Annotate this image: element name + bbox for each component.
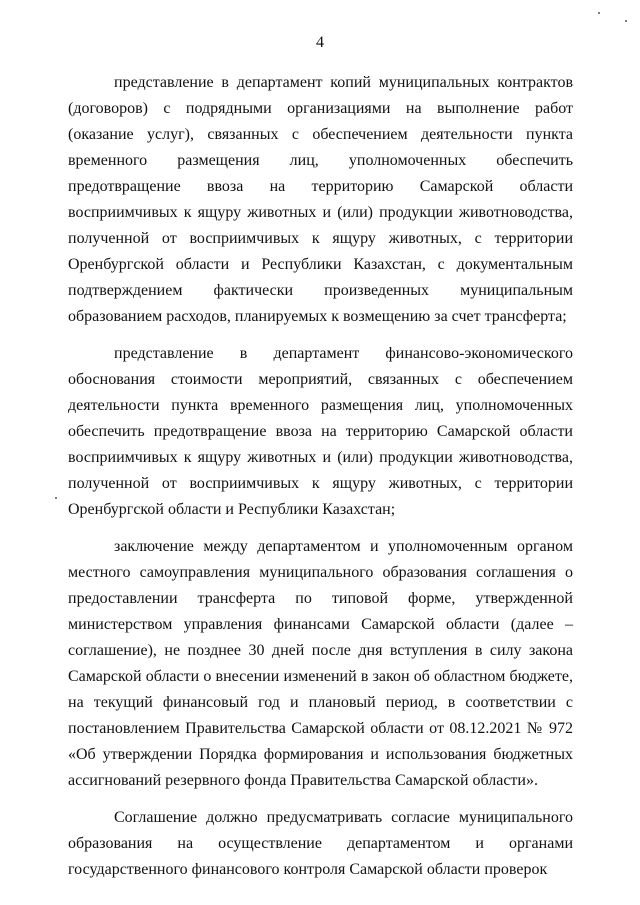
scan-speck [598, 12, 600, 14]
paragraph-justification: представление в департамент финансово-экономического обоснования стоимости мероприятий, связанных с обеспечением деятельности пункта временного размещения лиц, уполномоченных обеспечить предотвращение ввоза на территорию Самарской области восприимчивых к ящуру животных и (или) продукции животноводства, полученной от восприимчивых к ящуру животных, с территории Оренбургской области и Республики Казахстан; [68, 345, 573, 518]
scan-speck [625, 20, 627, 22]
paragraph-contracts: представление в департамент копий муниципальных контрактов (договоров) с подрядными организациями на выполнение работ (оказание услуг), связанных с обеспечением деятельности пункта временного размещения лиц, уполномоченных обеспечить предотвращение ввоза на территорию Самарской области восприимчивых к ящуру животных и (или) продукции животноводства, полученной от восприимчивых к ящуру животных, с территории Оренбургской области и Республики Казахстан, с документальным подтверждением фактически произведенных муниципальным образованием расходов, планируемых к возмещению за счет трансферта; [68, 74, 573, 325]
paragraph-consent: Соглашение должно предусматривать согласие муниципального образования на осуществление департаментом и органами государственного финансового контроля Самарской области проверок [68, 809, 573, 878]
paragraph-agreement: заключение между департаментом и уполномоченным органом местного самоуправления муниципального образования соглашения о предоставлении трансферта по типовой форме, утвержденной министерством управления финансами Самарской области (далее – соглашение), не позднее 30 дней после дня вступления в силу закона Самарской области о внесении изменений в закон об областном бюджете, на текущий финансовый год и плановый период, в соответствии с постановлением Правительства Самарской области от 08.12.2021 № 972 «Об утверждении Порядка формирования и использования бюджетных ассигнований резервного фонда Правительства Самарской области». [68, 538, 573, 789]
document-body [68, 70, 573, 883]
scan-speck [55, 497, 57, 499]
page-number: 4 [316, 34, 324, 51]
